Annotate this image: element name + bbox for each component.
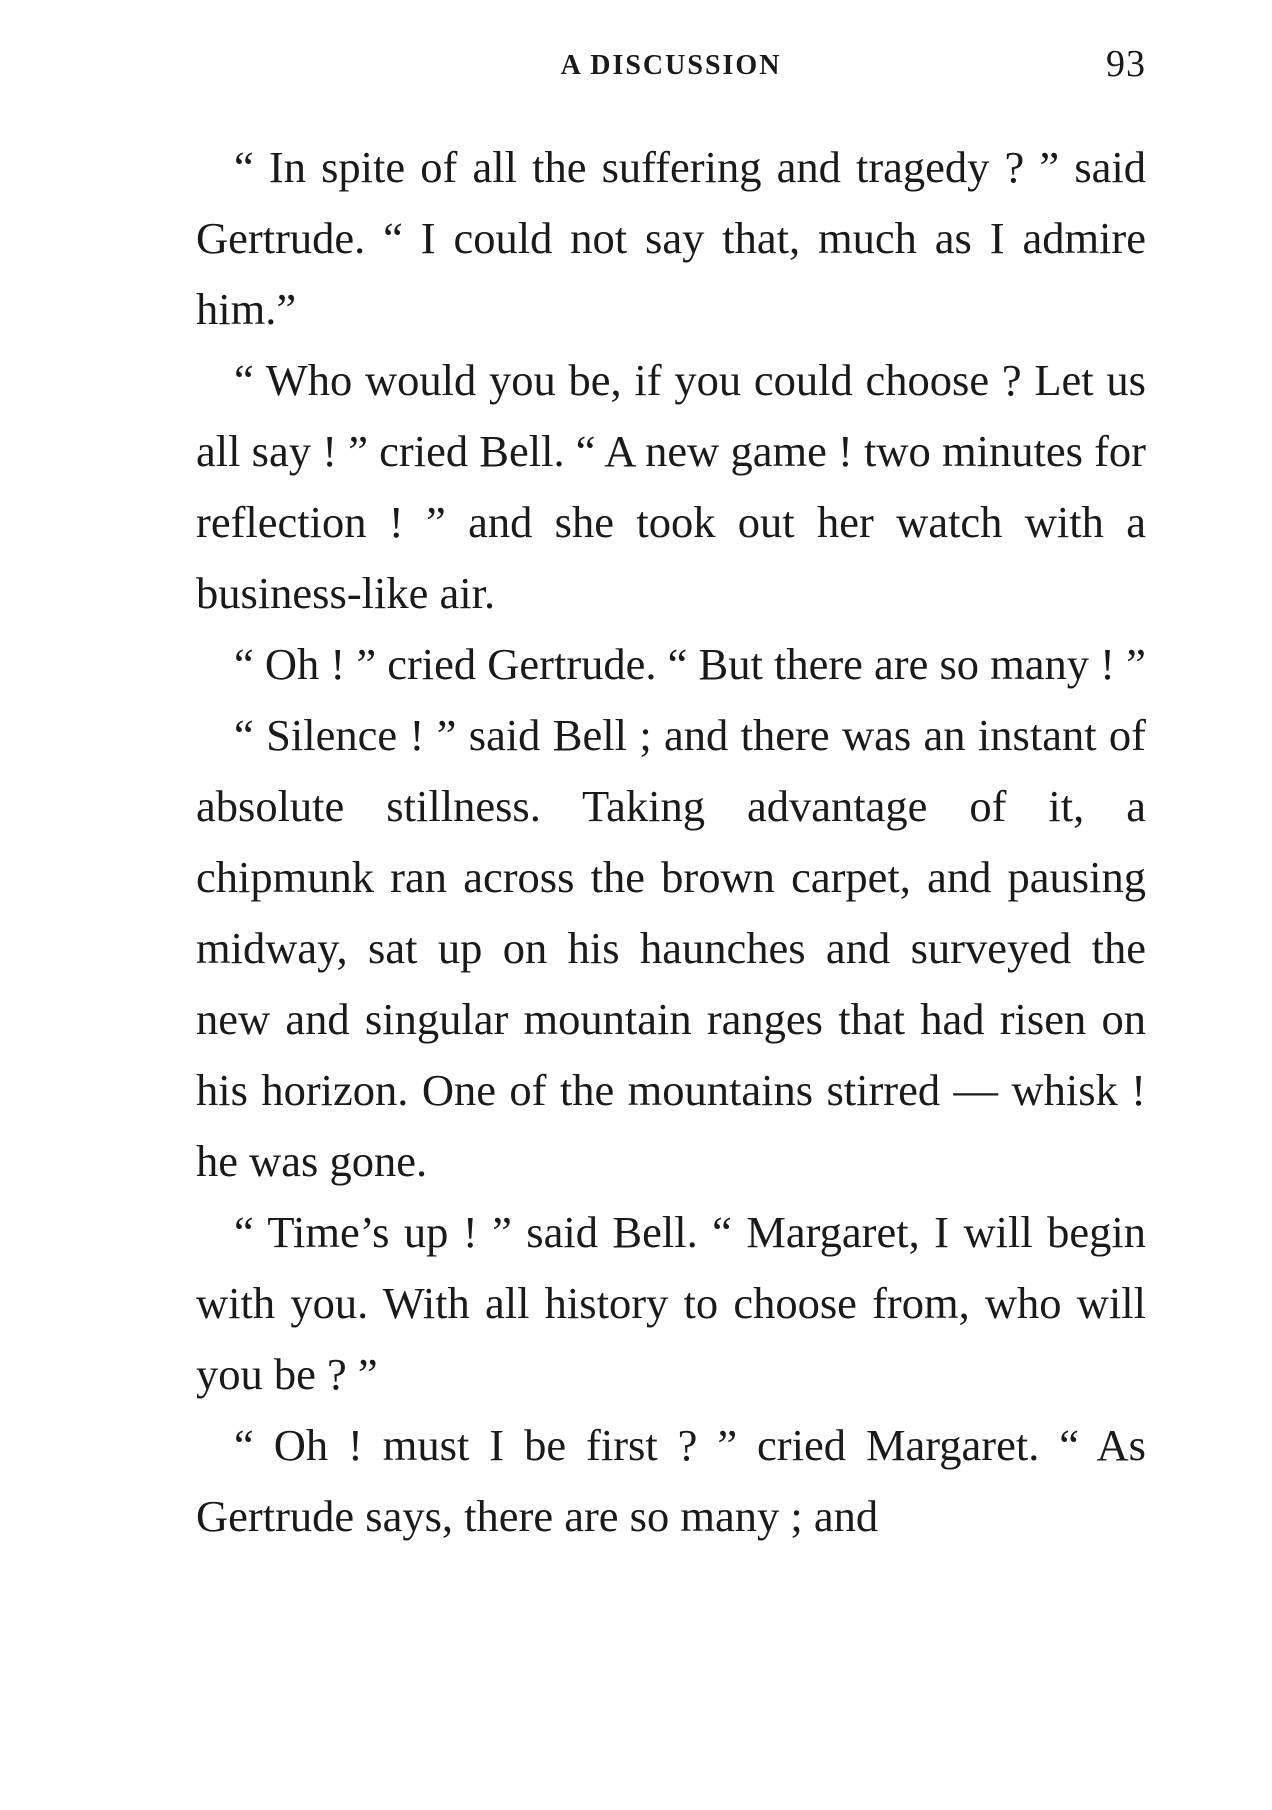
running-head: [196, 42, 1146, 92]
paragraph: “ Oh ! must I be first ? ” cried Margaret. “ As Gertrude says, there are so many ; and: [196, 1420, 1146, 1541]
page-number: 93: [1106, 43, 1146, 85]
running-title: A DISCUSSION: [560, 50, 782, 81]
paragraph: “ Silence ! ” said Bell ; and there was an instant of absolute stillness. Taking advantage of it, a chipmunk ran across the brown carpet, and pausing midway, sat up on his haunches and surveyed the new and singular mountain ranges that had risen on his horizon. One of the mountains stirred — whisk ! he was gone.: [196, 710, 1146, 1186]
paragraph: “ In spite of all the suffering and tragedy ? ” said Gertrude. “ I could not say that, much as I admire him.”: [196, 142, 1146, 334]
body-text: [196, 132, 1146, 1552]
paragraph: “ Oh ! ” cried Gertrude. “ But there are so many ! ”: [234, 639, 1146, 689]
paragraph: “ Time’s up ! ” said Bell. “ Margaret, I will begin with you. With all history to choose from, who will you be ? ”: [196, 1207, 1146, 1399]
paragraph: “ Who would you be, if you could choose ? Let us all say ! ” cried Bell. “ A new game ! two minutes for reflection ! ” and she took out her watch with a business-like air.: [196, 355, 1146, 618]
